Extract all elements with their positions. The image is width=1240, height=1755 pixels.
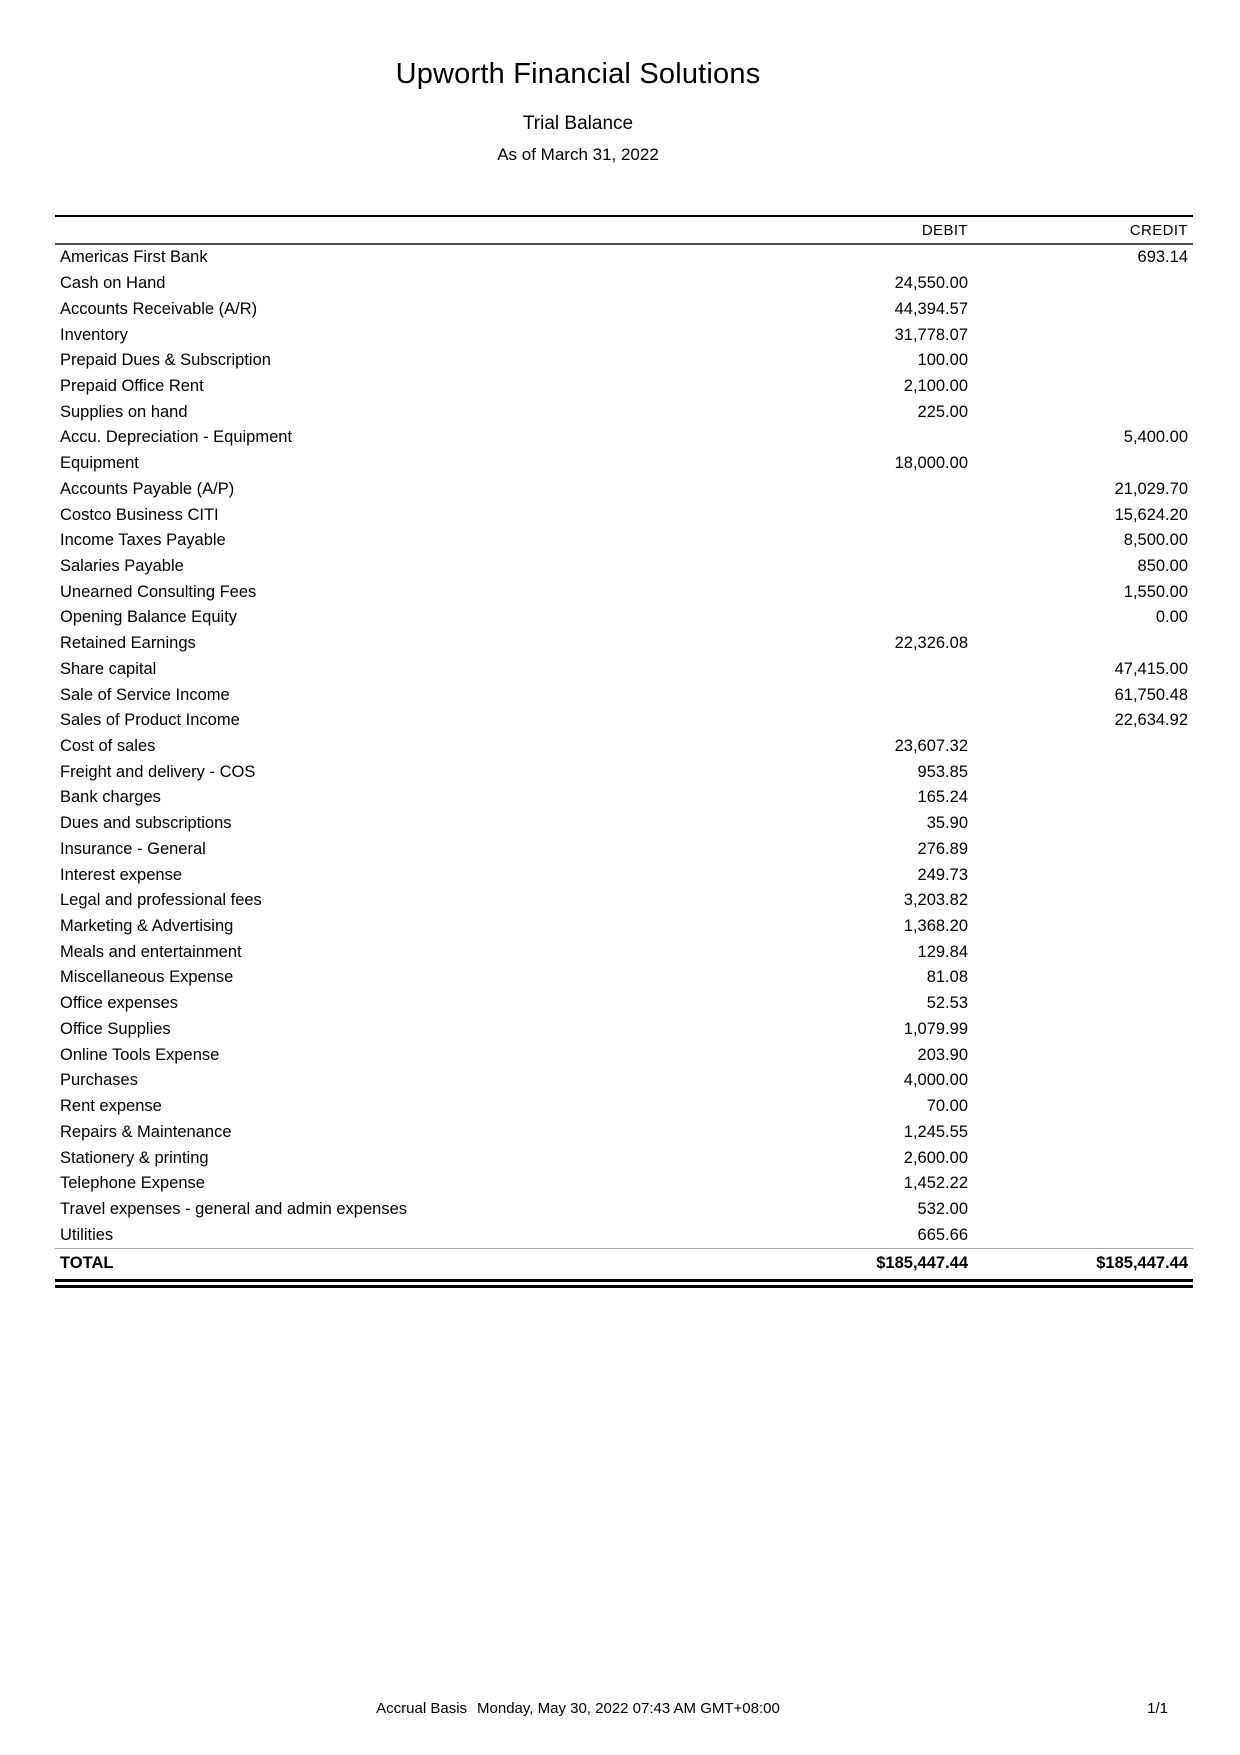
debit-cell: 44,394.57 — [894, 299, 968, 318]
total-debit-value: $185,447.44 — [876, 1253, 968, 1272]
account-name-cell: Unearned Consulting Fees — [60, 582, 257, 601]
account-name-cell: Telephone Expense — [60, 1174, 205, 1193]
table-row — [55, 759, 1193, 785]
report-footer — [0, 1700, 1240, 1722]
credit-cell: 47,415.00 — [1114, 659, 1188, 678]
credit-cell: 1,550.00 — [1123, 582, 1188, 601]
account-name-cell: Office Supplies — [60, 1019, 171, 1038]
table-row — [55, 1145, 1193, 1171]
credit-cell: 0.00 — [1155, 608, 1188, 627]
total-row — [55, 1249, 1193, 1277]
table-row — [55, 476, 1193, 502]
debit-cell: 1,452.22 — [903, 1174, 968, 1193]
account-name-cell: Income Taxes Payable — [60, 531, 226, 550]
credit-column-header: CREDIT — [1129, 221, 1188, 239]
debit-cell: 249.73 — [917, 865, 968, 884]
accounting-basis-label: Accrual Basis — [376, 1700, 468, 1717]
account-name-cell: Costco Business CITI — [60, 505, 219, 524]
debit-cell: 129.84 — [917, 942, 968, 961]
table-row — [55, 1094, 1193, 1120]
account-name-cell: Sales of Product Income — [60, 711, 240, 730]
account-name-cell: Cash on Hand — [60, 274, 166, 293]
debit-cell: 1,079.99 — [903, 1019, 968, 1038]
account-name-cell: Online Tools Expense — [60, 1045, 220, 1064]
footer-text — [0, 1700, 1156, 1717]
debit-cell: 22,326.08 — [894, 634, 968, 653]
report-header — [0, 0, 1156, 190]
account-name-cell: Prepaid Dues & Subscription — [60, 351, 271, 370]
table-row — [55, 1119, 1193, 1145]
credit-cell: 21,029.70 — [1114, 479, 1188, 498]
account-name-cell: Supplies on hand — [60, 402, 188, 421]
debit-cell: 665.66 — [917, 1225, 968, 1244]
account-name-cell: Retained Earnings — [60, 634, 196, 653]
debit-cell: 203.90 — [917, 1045, 968, 1064]
account-name-cell: Meals and entertainment — [60, 942, 242, 961]
account-name-cell: Share capital — [60, 659, 157, 678]
debit-cell: 2,600.00 — [903, 1148, 968, 1167]
table-row — [55, 965, 1193, 991]
credit-cell: 61,750.48 — [1114, 685, 1188, 704]
account-name-cell: Miscellaneous Expense — [60, 968, 234, 987]
table-row — [55, 837, 1193, 863]
debit-cell: 165.24 — [917, 788, 968, 807]
table-row — [55, 734, 1193, 760]
table-row — [55, 451, 1193, 477]
debit-cell: 18,000.00 — [894, 454, 968, 473]
debit-cell: 23,607.32 — [894, 737, 968, 756]
credit-cell: 15,624.20 — [1114, 505, 1188, 524]
account-name-cell: Insurance - General — [60, 839, 206, 858]
table-row — [55, 322, 1193, 348]
table-row — [55, 296, 1193, 322]
table-row — [55, 579, 1193, 605]
credit-cell: 693.14 — [1137, 248, 1188, 267]
table-row — [55, 399, 1193, 425]
debit-cell: 4,000.00 — [903, 1071, 968, 1090]
table-row — [55, 502, 1193, 528]
account-name-cell: Dues and subscriptions — [60, 814, 232, 833]
credit-cell: 22,634.92 — [1114, 711, 1188, 730]
table-row — [55, 991, 1193, 1017]
table-row — [55, 631, 1193, 657]
credit-cell: 5,400.00 — [1123, 428, 1188, 447]
debit-cell: 35.90 — [926, 814, 968, 833]
account-name-cell: Office expenses — [60, 994, 179, 1013]
debit-cell: 2,100.00 — [903, 376, 968, 395]
table-row — [55, 554, 1193, 580]
report-timestamp: Monday, May 30, 2022 07:43 AM GMT+08:00 — [477, 1700, 780, 1717]
table-row — [55, 605, 1193, 631]
table-row — [55, 245, 1193, 271]
debit-cell: 225.00 — [917, 402, 968, 421]
credit-cell: 850.00 — [1137, 556, 1188, 575]
account-name-cell: Cost of sales — [60, 737, 156, 756]
account-name-cell: Marketing & Advertising — [60, 917, 234, 936]
debit-cell: 3,203.82 — [903, 891, 968, 910]
table-row — [55, 425, 1193, 451]
trial-balance-table — [55, 215, 1193, 1288]
debit-cell: 31,778.07 — [894, 325, 968, 344]
table-row — [55, 657, 1193, 683]
account-name-cell: Prepaid Office Rent — [60, 376, 204, 395]
table-row — [55, 1197, 1193, 1223]
account-name-cell: Freight and delivery - COS — [60, 762, 256, 781]
page-number: 1/1 — [1147, 1700, 1168, 1717]
account-name-cell: Repairs & Maintenance — [60, 1122, 232, 1141]
debit-cell: 70.00 — [926, 1097, 968, 1116]
account-name-cell: Accounts Receivable (A/R) — [60, 299, 258, 318]
debit-cell: 1,245.55 — [903, 1122, 968, 1141]
table-row — [55, 1042, 1193, 1068]
debit-cell: 276.89 — [917, 839, 968, 858]
account-name-cell: Rent expense — [60, 1097, 162, 1116]
table-row — [55, 862, 1193, 888]
table-row — [55, 271, 1193, 297]
table-row — [55, 1017, 1193, 1043]
account-name-cell: Inventory — [60, 325, 128, 344]
account-name-cell: Equipment — [60, 454, 139, 473]
credit-cell: 8,500.00 — [1123, 531, 1188, 550]
table-bottom-double-rule — [55, 1279, 1193, 1288]
table-row — [55, 888, 1193, 914]
table-row — [55, 914, 1193, 940]
table-row — [55, 785, 1193, 811]
account-name-cell: Salaries Payable — [60, 556, 184, 575]
debit-column-header: DEBIT — [921, 221, 968, 239]
debit-cell: 532.00 — [917, 1199, 968, 1218]
company-name: Upworth Financial Solutions — [395, 58, 761, 90]
debit-cell: 1,368.20 — [903, 917, 968, 936]
table-row — [55, 708, 1193, 734]
account-name-cell: Sale of Service Income — [60, 685, 230, 704]
debit-cell: 52.53 — [926, 994, 968, 1013]
account-name-cell: Stationery & printing — [60, 1148, 209, 1167]
total-label: TOTAL — [60, 1253, 114, 1272]
account-name-cell: Travel expenses - general and admin expenses — [60, 1199, 408, 1218]
table-row — [55, 1171, 1193, 1197]
table-row — [55, 682, 1193, 708]
table-row — [55, 374, 1193, 400]
table-row — [55, 348, 1193, 374]
debit-cell: 953.85 — [917, 762, 968, 781]
account-name-cell: Opening Balance Equity — [60, 608, 238, 627]
debit-cell: 24,550.00 — [894, 274, 968, 293]
account-name-cell: Accounts Payable (A/P) — [60, 479, 235, 498]
account-name-cell: Interest expense — [60, 865, 182, 884]
table-row — [55, 1222, 1193, 1248]
table-body — [55, 245, 1193, 1248]
account-name-cell: Legal and professional fees — [60, 891, 262, 910]
table-row — [55, 939, 1193, 965]
total-credit-value: $185,447.44 — [1096, 1253, 1188, 1272]
report-title: Trial Balance — [522, 113, 634, 134]
debit-cell: 81.08 — [926, 968, 968, 987]
account-name-cell: Accu. Depreciation - Equipment — [60, 428, 293, 447]
account-name-cell: Purchases — [60, 1071, 138, 1090]
table-row — [55, 528, 1193, 554]
table-row — [55, 1068, 1193, 1094]
report-subtitle: As of March 31, 2022 — [497, 145, 659, 164]
table-column-headers — [55, 217, 1193, 243]
account-name-cell: Utilities — [60, 1225, 114, 1244]
debit-cell: 100.00 — [917, 351, 968, 370]
account-name-cell: Americas First Bank — [60, 248, 208, 267]
account-name-cell: Bank charges — [60, 788, 161, 807]
table-row — [55, 811, 1193, 837]
